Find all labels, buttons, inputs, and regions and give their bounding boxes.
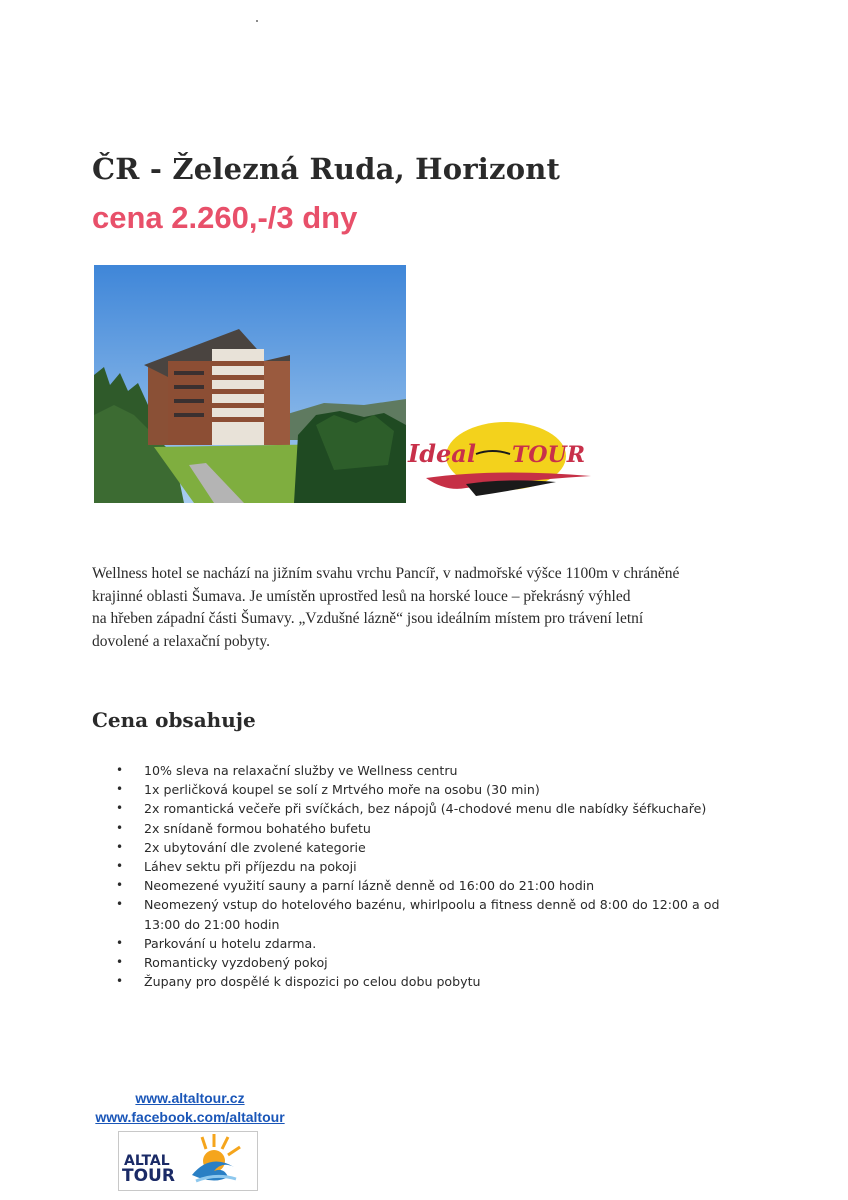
ideal-tour-logo bbox=[406, 418, 596, 508]
list-item: • Láhev sektu při příjezdu na pokoji bbox=[116, 857, 756, 876]
price-includes-list bbox=[116, 761, 756, 991]
hotel-description bbox=[92, 563, 732, 653]
list-item bbox=[116, 895, 756, 933]
hotel-photo bbox=[94, 265, 406, 503]
list-item-text: Neomezený vstup do hotelového bazénu, whirlpoolu a fitness denně od 8:00 do 12:00 a od bbox=[144, 897, 720, 913]
description-line: na hřeben západní části Šumavy. „Vzdušné lázně“ jsou ideálním místem pro trávení letní bbox=[92, 610, 644, 627]
description-line: krajinné oblasti Šumava. Je umístěn uprostřed lesů na horské louce – překrásný výhled bbox=[92, 587, 631, 605]
list-item: • Neomezené využití sauny a parní lázně denně od 16:00 do 21:00 hodin bbox=[116, 876, 756, 895]
list-item: • Župany pro dospělé k dispozici po celou dobu pobytu bbox=[116, 972, 756, 991]
altal-tour-logo bbox=[118, 1131, 258, 1191]
description-line: Wellness hotel se nachází na jižním svahu vrchu Pancíř, v nadmořské výšce 1100m v chráněné bbox=[92, 565, 680, 582]
page-title: ČR - Železná Ruda, Horizont bbox=[92, 152, 561, 186]
list-item: • 1x perličková koupel se solí z Mrtvého moře na osobu (30 min) bbox=[116, 780, 756, 799]
description-line: dovolené a relaxační pobyty. bbox=[92, 632, 271, 650]
list-item: • 2x ubytování dle zvolené kategorie bbox=[116, 838, 756, 857]
svg-text:TOUR: TOUR bbox=[122, 1166, 175, 1186]
svg-text:ALTAL: ALTAL bbox=[124, 1153, 170, 1169]
list-item: • Parkování u hotelu zdarma. bbox=[116, 934, 756, 953]
list-item: • Romanticky vyzdobený pokoj bbox=[116, 953, 756, 972]
price-heading: cena 2.260,-/3 dny bbox=[92, 200, 358, 235]
list-item: • 2x snídaně formou bohatého bufetu bbox=[116, 819, 756, 838]
scan-speck bbox=[256, 20, 258, 22]
svg-text:Ideal: Ideal bbox=[408, 439, 476, 468]
contact-links bbox=[90, 1089, 290, 1127]
list-item-continuation: 13:00 do 21:00 hodin bbox=[144, 916, 280, 932]
list-item: • 2x romantická večeře při svíčkách, bez nápojů (4-chodové menu dle nabídky šéfkuchaře) bbox=[116, 799, 756, 818]
price-includes-heading: Cena obsahuje bbox=[92, 708, 256, 732]
website-link[interactable]: www.altaltour.cz bbox=[135, 1090, 245, 1106]
facebook-link[interactable]: www.facebook.com/altaltour bbox=[95, 1109, 285, 1125]
svg-text:TOUR: TOUR bbox=[512, 442, 586, 468]
list-item: • 10% sleva na relaxační služby ve Wellness centru bbox=[116, 761, 756, 780]
